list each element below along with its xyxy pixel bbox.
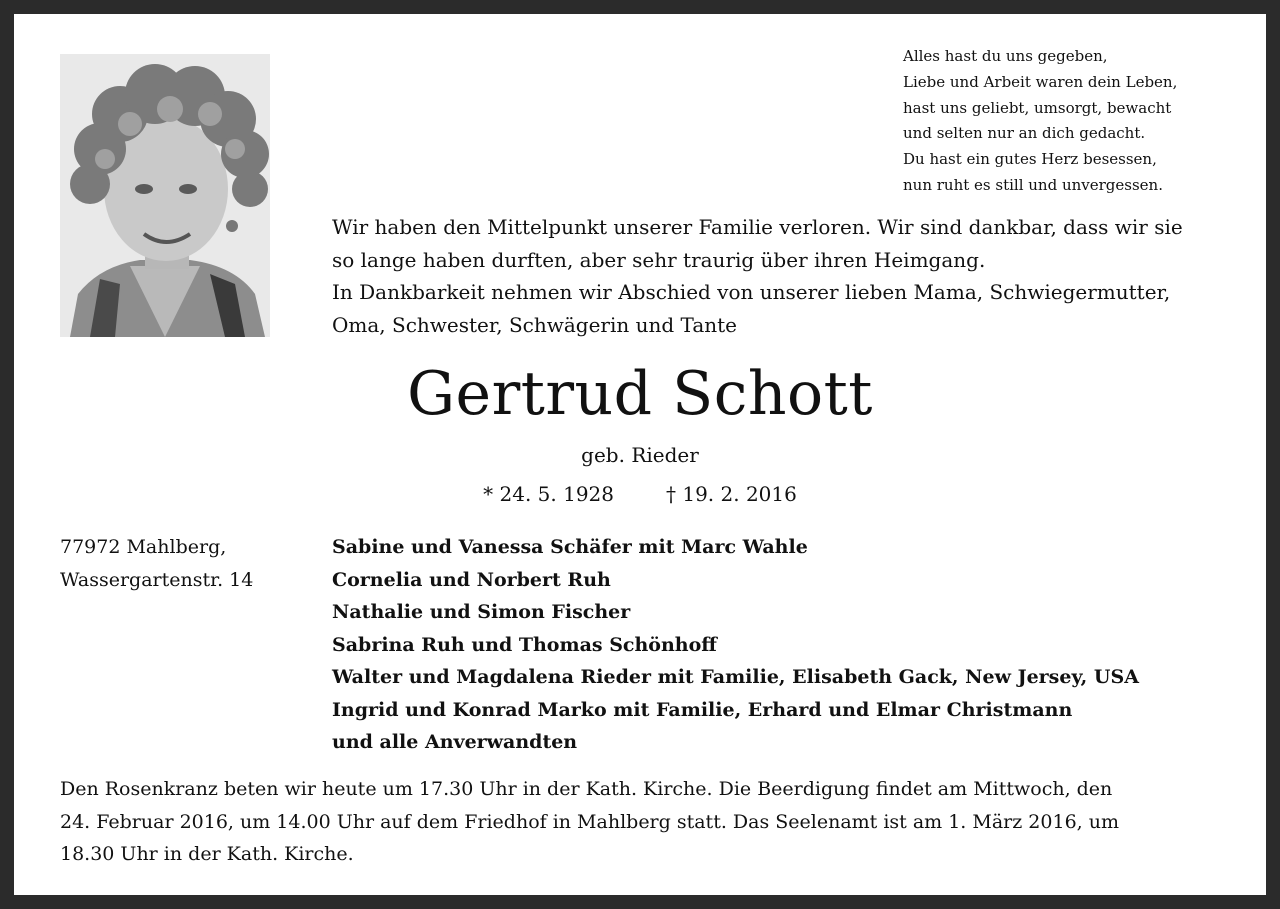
notice-line: 24. Februar 2016, um 14.00 Uhr auf dem Friedhof in Mahlberg statt. Das Seelenamt ist am 1. März 2016, um — [60, 810, 1119, 833]
mourner-line: Walter und Magdalena Rieder mit Familie, Elisabeth Gack, New Jersey, USA — [332, 666, 1139, 688]
poem-line: Du hast ein gutes Herz besessen, — [903, 150, 1157, 169]
life-dates — [14, 479, 1266, 509]
portrait-photo — [60, 54, 270, 337]
intro-line: In Dankbarkeit nehmen wir Abschied von unserer lieben Mama, Schwiegermutter, — [332, 280, 1171, 304]
poem-line: Liebe und Arbeit waren dein Leben, — [903, 72, 1178, 91]
funeral-notice — [60, 773, 1230, 871]
notice-line: 18.30 Uhr in der Kath. Kirche. — [60, 843, 354, 865]
poem-line: und selten nur an dich gedacht. — [903, 124, 1146, 143]
death-date: † 19. 2. 2016 — [666, 482, 797, 506]
mourner-line: Sabine und Vanessa Schäfer mit Marc Wahle — [332, 536, 808, 558]
mourner-line: und alle Anverwandten — [332, 731, 578, 753]
poem-line: hast uns geliebt, umsorgt, bewacht — [903, 98, 1172, 117]
memorial-poem — [903, 44, 1177, 199]
obituary-card — [14, 14, 1266, 895]
mourner-line: Nathalie und Simon Fischer — [332, 601, 631, 623]
poem-line: Alles hast du uns gegeben, — [903, 47, 1108, 65]
notice-line: Den Rosenkranz beten wir heute um 17.30 Uhr in der Kath. Kirche. Die Beerdigung findet am Mittwoch, den — [60, 778, 1113, 800]
maiden-name: geb. Rieder — [581, 443, 699, 467]
address-line: Wassergartenstr. 14 — [60, 569, 254, 591]
portrait-image — [60, 54, 270, 337]
intro-line: so lange haben durften, aber sehr traurig über ihren Heimgang. — [332, 247, 986, 272]
mourner-line: Cornelia und Norbert Ruh — [332, 568, 611, 591]
intro-line: Oma, Schwester, Schwägerin und Tante — [332, 312, 737, 337]
mourners-list — [332, 531, 1139, 759]
family-address — [60, 531, 253, 597]
poem-line: nun ruht es still und unvergessen. — [903, 175, 1163, 194]
intro-text — [332, 211, 1232, 341]
intro-line: Wir haben den Mittelpunkt unserer Familie verloren. Wir sind dankbar, dass wir sie — [332, 215, 1183, 239]
deceased-name: Gertrud Schott — [407, 359, 873, 429]
mourner-line: Sabrina Ruh und Thomas Schönhoff — [332, 633, 717, 656]
birth-date: * 24. 5. 1928 — [483, 482, 614, 506]
address-line: 77972 Mahlberg, — [60, 536, 227, 558]
mourner-line: Ingrid und Konrad Marko mit Familie, Erhard und Elmar Christmann — [332, 698, 1073, 721]
